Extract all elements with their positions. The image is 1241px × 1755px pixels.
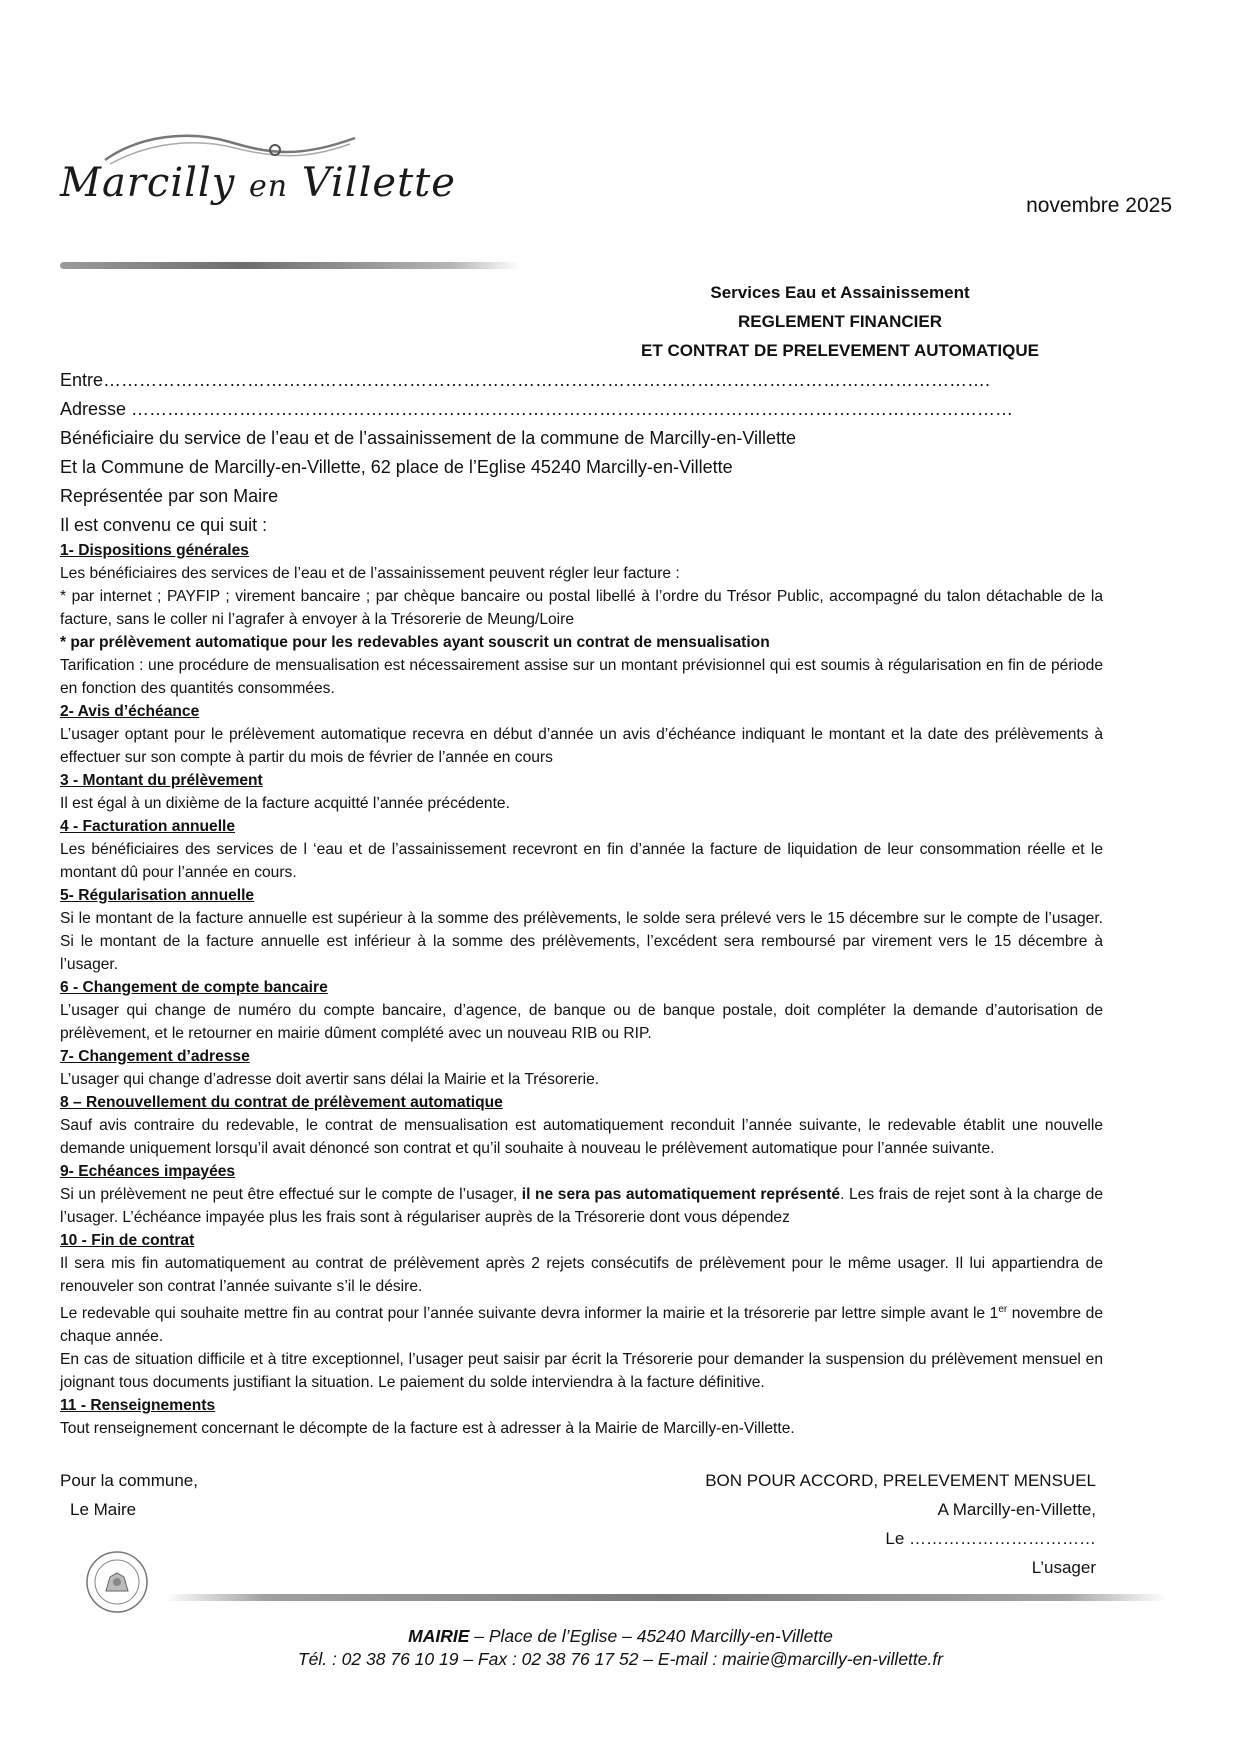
section-9-title: 9- Echéances impayées: [60, 1163, 236, 1180]
section-10-text: Il sera mis fin automatiquement au contrat de prélèvement après 2 rejets consécutifs de prélèvement pour le même usager. Il lui appartiendra de renouveler son contrat l’année suivante s’il le désire.: [60, 1255, 1103, 1295]
section-9-text-a: Si un prélèvement ne peut être effectué sur le compte de l’usager,: [60, 1186, 522, 1203]
section-7-text: L’usager qui change d’adresse doit avertir sans délai la Mairie et la Trésorerie.: [60, 1071, 600, 1088]
regulation-body: [60, 539, 1103, 1440]
section-1-text-bold: * par prélèvement automatique pour les redevables ayant souscrit un contrat de mensualisation: [60, 634, 770, 651]
section-6-title: 6 - Changement de compte bancaire: [60, 979, 328, 996]
mairie-seal-stamp: [84, 1549, 150, 1615]
section-9-text-bold: il ne sera pas automatiquement représenté: [521, 1186, 841, 1203]
section-8-text: Sauf avis contraire du redevable, le contrat de mensualisation est automatiquement reconduit l’année suivante, le redevable établit une nouvelle demande uniquement lorsqu’il avait dénoncé son contrat et qu’il souhaite à nouveau le prélèvement automatique pour l’année suivante.: [60, 1117, 1103, 1157]
beneficiaire-line: Bénéficiaire du service de l’eau et de l’assainissement de la commune de Marcilly-en-Villette: [60, 428, 797, 448]
logo-word-villette: Villette: [301, 160, 456, 206]
footer-mairie-label: MAIRIE: [408, 1626, 470, 1646]
pour-la-commune: Pour la commune,: [60, 1471, 198, 1490]
footer-contact-line: Tél. : 02 38 76 10 19 – Fax : 02 38 76 17 52 – E-mail : mairie@marcilly-en-villette.fr: [297, 1649, 944, 1669]
section-3-text: Il est égal à un dixième de la facture acquitté l’année précédente.: [60, 795, 510, 812]
section-10-text: En cas de situation difficile et à titre exceptionnel, l’usager peut saisir par écrit la Trésorerie pour demander la suspension du prélèvement mensuel en joignant tous documents justifiant la situation. Le paiement du solde interviendra à la facture définitive.: [60, 1351, 1103, 1392]
adresse-line: Adresse …………………………………………………………………………………………………………………………………: [60, 399, 1014, 419]
footer-rule: [165, 1594, 1167, 1601]
logo-wordmark: [60, 160, 456, 206]
section-9-text: [60, 1183, 1103, 1229]
section-10-title: 10 - Fin de contrat: [60, 1232, 195, 1249]
section-5-title: 5- Régularisation annuelle: [60, 887, 255, 904]
logo-word-en: en: [249, 169, 289, 204]
footer-address-line: [0, 1625, 1241, 1648]
commune-signature-block: [60, 1466, 198, 1524]
document-date: novembre 2025: [1026, 194, 1172, 217]
section-1-text: * par internet ; PAYFIP ; virement bancaire ; par chèque bancaire ou postal libellé à l’ordre du Trésor Public, accompagné du talon détachable de la facture, sans le coller ni l’agrafer à envoyer à la Trésorerie de Meung/Loire: [60, 588, 1103, 628]
section-10-text: [60, 1298, 1103, 1348]
representee-line: Représentée par son Maire: [60, 486, 279, 506]
footer-address: – Place de l’Eglise – 45240 Marcilly-en-Villette: [469, 1626, 833, 1646]
section-11-text: Tout renseignement concernant le décompte de la facture est à adresser à la Mairie de Marcilly-en-Villette.: [60, 1420, 795, 1438]
parties-block: [60, 366, 1160, 540]
section-7-title: 7- Changement d’adresse: [60, 1048, 250, 1065]
document-titles: [560, 278, 1120, 365]
signature-usager: L’usager: [1031, 1558, 1096, 1577]
title-line-1: Services Eau et Assainissement: [710, 283, 970, 302]
section-1-text: Les bénéficiaires des services de l’eau et de l’assainissement peuvent régler leur facture :: [60, 565, 680, 582]
commune-logo: [60, 130, 456, 220]
section-4-text: Les bénéficiaires des services de l ‘eau et de l’assainissement recevront en fin d’année la facture de liquidation de leur consommation réelle et le montant dû pour l’année en cours.: [60, 841, 1103, 881]
convenu-line: Il est convenu ce qui suit :: [60, 515, 268, 535]
header-rule: [60, 262, 520, 269]
section-11-title: 11 - Renseignements: [60, 1397, 216, 1415]
footer-contact: [0, 1625, 1241, 1671]
section-8-title: 8 – Renouvellement du contrat de prélèvement automatique: [60, 1094, 503, 1111]
entre-line: Entre………………………………………………………………………………………………………………………………….: [60, 370, 991, 390]
commune-line: Et la Commune de Marcilly-en-Villette, 62 place de l’Eglise 45240 Marcilly-en-Villette: [60, 457, 733, 477]
signature-place: A Marcilly-en-Villette,: [937, 1500, 1096, 1519]
section-10-text-b: novembre de chaque année.: [60, 1305, 1103, 1346]
le-maire: Le Maire: [70, 1500, 137, 1519]
section-2-title: 2- Avis d’échéance: [60, 703, 200, 720]
signature-date-field: Le ……………………………: [885, 1529, 1096, 1548]
section-1-text: Tarification : une procédure de mensualisation est nécessairement assise sur un montant prévisionnel qui est soumis à régularisation en fin de période en fonction des quantités consommées.: [60, 657, 1103, 697]
section-10-text-sup: er: [998, 1304, 1008, 1315]
section-10-text-a: Le redevable qui souhaite mettre fin au contrat pour l’année suivante devra informer la mairie et la trésorerie par lettre simple avant le 1: [60, 1305, 999, 1323]
logo-word-marcilly: Marcilly: [60, 160, 236, 206]
title-line-3: ET CONTRAT DE PRELEVEMENT AUTOMATIQUE: [641, 341, 1039, 360]
usager-signature-block: [596, 1466, 1096, 1582]
section-3-title: 3 - Montant du prélèvement: [60, 772, 263, 789]
section-1-title: 1- Dispositions générales: [60, 542, 249, 559]
section-4-title: 4 - Facturation annuelle: [60, 818, 236, 835]
section-2-text: L’usager optant pour le prélèvement automatique recevra en début d’année un avis d’échéance indiquant le montant et la date des prélèvements à effectuer sur son compte à partir du mois de février de l’année en cours: [60, 726, 1103, 766]
section-9-text-c: . Les frais de rejet sont à la charge de l’usager. L’échéance impayée plus les frais sont à régulariser auprès de la Trésorerie dont vous dépendez: [60, 1186, 1103, 1226]
section-5-text: Si le montant de la facture annuelle est supérieur à la somme des prélèvements, le solde sera prélevé vers le 15 décembre sur le compte de l’usager. Si le montant de la facture annuelle est inférieur à la somme des prélèvements, l’excédent sera remboursé par virement vers le 15 décembre à l’usager.: [60, 910, 1103, 973]
title-line-2: REGLEMENT FINANCIER: [738, 312, 942, 331]
bon-pour-accord: BON POUR ACCORD, PRELEVEMENT MENSUEL: [705, 1471, 1096, 1490]
section-6-text: L’usager qui change de numéro du compte bancaire, d’agence, de banque ou de banque postale, doit compléter la demande d’autorisation de prélèvement, et le retourner en mairie dûment complété avec un nouveau RIB ou RIP.: [60, 1002, 1103, 1042]
